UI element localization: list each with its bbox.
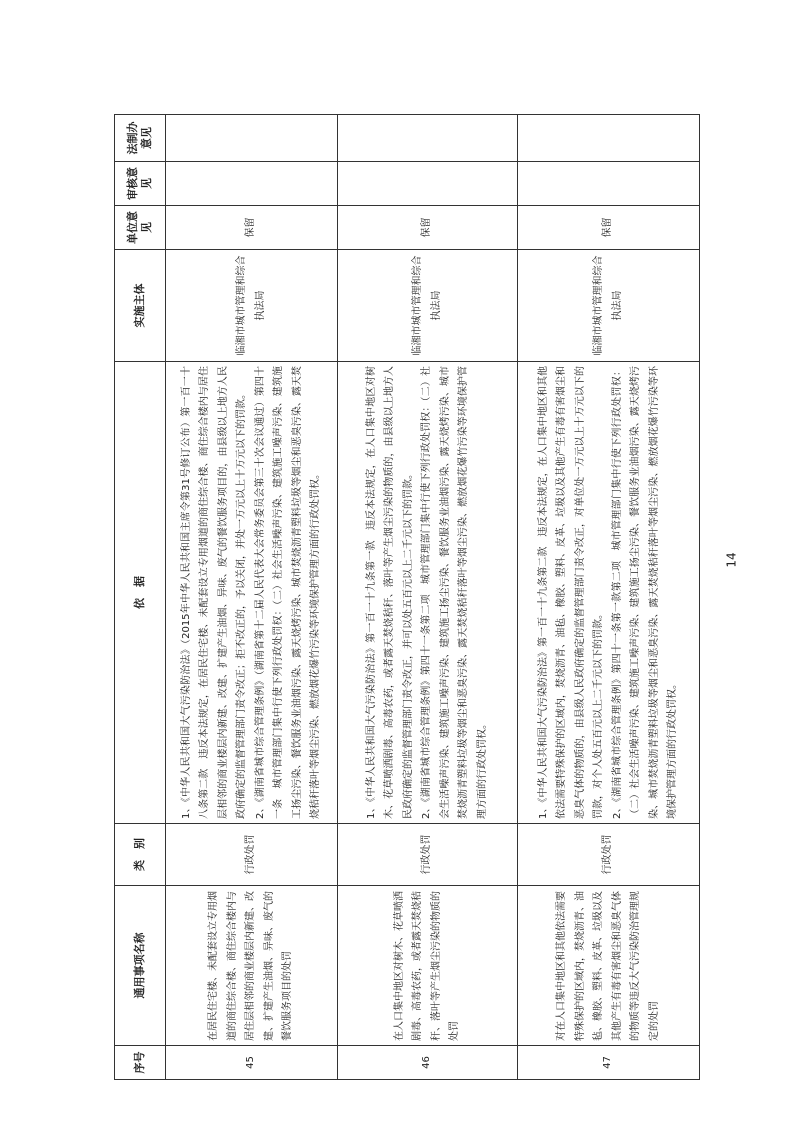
- row-name: 在人口集中地区对树木、花草喷洒剧毒、高毒农药，或者露天焚烧秸秆、落叶等产生烟尘污染的物质的处罚: [338, 886, 518, 1046]
- header-legal-opinion: 法制办意见: [115, 115, 166, 162]
- row-seq: 46: [338, 1046, 518, 1080]
- row-basis: [166, 362, 338, 824]
- basis-clause: 1、《中华人民共和国大气污染防治法》第一百一十九条第二款 违反本法规定，在人口集中地区和其他依法需要特殊保护的区域内，焚烧沥青、油毡、橡胶、塑料、皮革、垃圾以及其他产生有毒有害烟尘和恶臭气体的物质的，由县级人民政府确定的监督管理部门责令改正，对单位处一万元以上十万元以下的罚款，对个人处五百元以上二千元以下的罚款。: [537, 366, 604, 819]
- row-review-opinion: [338, 162, 518, 206]
- row-basis: [518, 362, 700, 824]
- row-legal-opinion: [166, 115, 338, 162]
- row-review-opinion: [518, 162, 700, 206]
- basis-clause: 1、《中华人民共和国大气污染防治法》（2015年中华人民共和国主席令第31号修订公布）第一百一十八条第二款 违反本法规定，在居民住宅楼、未配套设立专用烟道的商住综合楼、商住综合楼内与居住层相邻的商业楼层内新建、改建、扩建产生油烟、异味、废气的餐饮服务项目的，由县级以上地方人民政府确定的监督管理部门责令改正；拒不改正的，予以关闭，并处一万元以上十万元以下的罚款。: [180, 366, 247, 819]
- header-unit-opinion: 单位意见: [115, 206, 166, 250]
- row-legal-opinion: [518, 115, 700, 162]
- basis-clause: 1、《中华人民共和国大气污染防治法》第一百一十九条第一款 违反本法规定，在人口集中地区对树木、花草喷洒剧毒、高毒农药，或者露天焚烧秸秆、落叶等产生烟尘污染的物质的，由县级以上地方人民政府确定的监督管理部门责令改正，并可以处五百元以上二千元以下的罚款。: [365, 366, 414, 819]
- row-basis: [338, 362, 518, 824]
- row-category: 行政处罚: [338, 824, 518, 886]
- table-row: [338, 115, 518, 1080]
- row-unit-opinion: 保留: [518, 206, 700, 250]
- row-subject: 临湘市城市管理和综合执法局: [166, 250, 338, 362]
- header-category: 类 别: [115, 824, 166, 886]
- row-name: 对在人口集中地区和其他依法需要特殊保护的区域内，焚烧沥青、油毡、橡胶、塑料、皮革、垃圾以及其他产生有毒有害烟尘和恶臭气体的物质等违反大气污染防治管理规定的处罚: [518, 886, 700, 1046]
- header-seq: 序号: [115, 1046, 166, 1080]
- basis-clause: 2、《湖南省城市综合管理条例》第四十一条第二项 城市管理部门集中行使下列行政处罚权：（二）社会生活噪声污染、建筑施工噪声污染、建筑施工扬尘污染、餐饮服务业油烟污染、露天烧烤污染、城市焚烧沥青塑料垃圾等烟尘和恶臭污染、露天焚烧秸秆落叶等烟尘污染、燃放烟花爆竹污染等环境保护管理方面的行政处罚权。: [421, 366, 488, 819]
- header-name: 通用事项名称: [115, 886, 166, 1046]
- table-row: [166, 115, 338, 1080]
- row-subject: 临湘市城市管理和综合执法局: [518, 250, 700, 362]
- row-seq: 47: [518, 1046, 700, 1080]
- basis-clause: 2、《湖南省城市综合管理条例》第四十一条第一款第二项 城市管理部门集中行使下列行政处罚权：（二）社会生活噪声污染、建筑施工噪声污染、建筑施工扬尘污染、餐饮服务业油烟污染、露天烧烤污染、城市焚烧沥青塑料垃圾等烟尘和恶臭污染、露天焚烧秸秆落叶等烟尘污染、燃放烟花爆竹污染等环境保护管理方面的行政处罚权。: [611, 366, 678, 819]
- header-basis: 依 据: [115, 362, 166, 824]
- row-name: 在居民住宅楼、未配套设立专用烟道的商住综合楼、商住综合楼内与居住层相邻的商业楼层内新建、改建、扩建产生油烟、异味、废气的餐饮服务项目的处罚: [166, 886, 338, 1046]
- row-category: 行政处罚: [518, 824, 700, 886]
- row-subject: 临湘市城市管理和综合执法局: [338, 250, 518, 362]
- table-header-row: [115, 115, 166, 1080]
- table-row: [518, 115, 700, 1080]
- row-unit-opinion: 保留: [338, 206, 518, 250]
- row-legal-opinion: [338, 115, 518, 162]
- row-review-opinion: [166, 162, 338, 206]
- basis-clause: 2、《湖南省城市综合管理条例》（湖南省第十二届人民代表大会常务委员会第三十次会议通过）第四十一条 城市管理部门集中行使下列行政处罚权：（二）社会生活噪声污染、建筑施工噪声污染、建筑施工扬尘污染、餐饮服务业油烟污染、露天烧烤污染、城市焚烧沥青塑料垃圾等烟尘和恶臭污染、露天焚烧秸秆落叶等烟尘污染、燃放烟花爆竹污染等环境保护管理方面的行政处罚权。: [254, 366, 321, 819]
- header-subject: 实施主体: [115, 250, 166, 362]
- row-unit-opinion: 保留: [166, 206, 338, 250]
- row-seq: 45: [166, 1046, 338, 1080]
- header-review-opinion: 审核意见: [115, 162, 166, 206]
- administrative-matters-table: [114, 114, 700, 1080]
- rotated-table-container: [114, 115, 694, 1080]
- page-number: 14: [724, 552, 739, 568]
- row-category: 行政处罚: [166, 824, 338, 886]
